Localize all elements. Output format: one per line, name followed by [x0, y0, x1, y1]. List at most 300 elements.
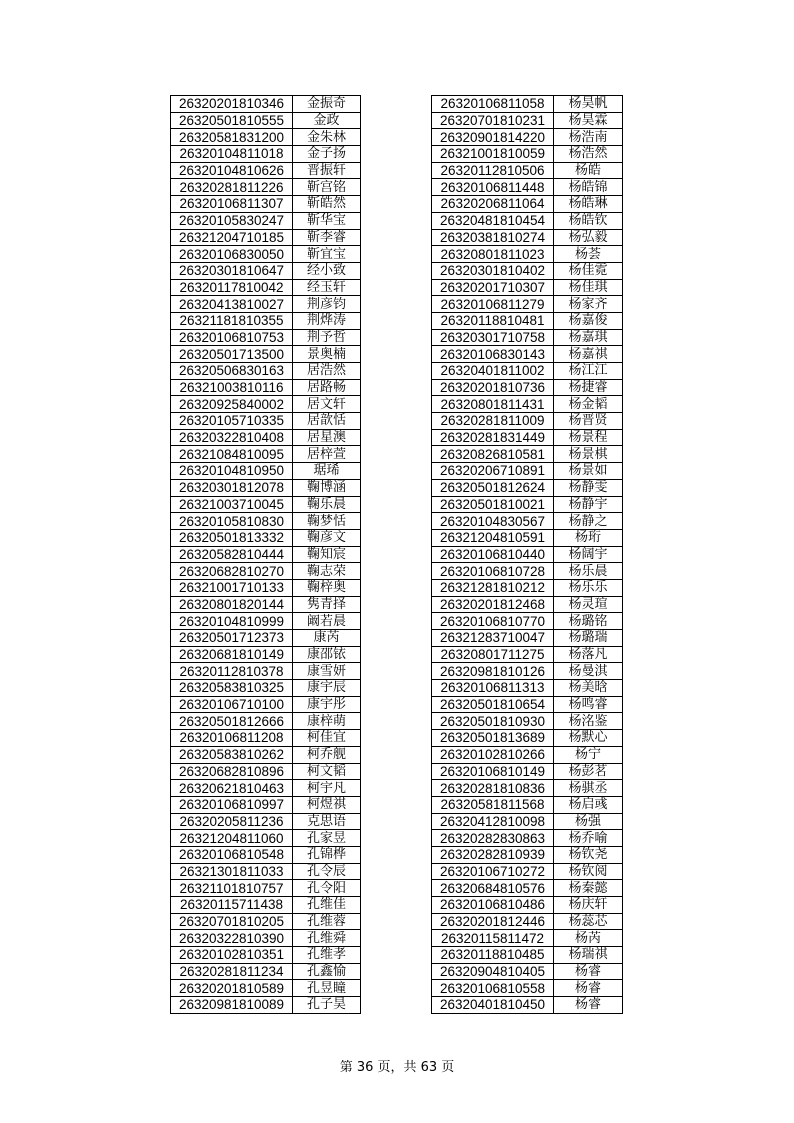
candidate-name-cell: 杨捷睿: [554, 379, 623, 396]
candidate-id-cell: 26321101810757: [171, 880, 293, 897]
candidate-name-cell: 隽青择: [293, 596, 361, 613]
table-row: [432, 529, 623, 546]
table-row: [432, 713, 623, 730]
table-row: [432, 312, 623, 329]
candidate-id-cell: 26320401810450: [432, 997, 554, 1014]
candidate-id-cell: 26320281811009: [432, 413, 554, 430]
candidate-id-cell: 26320104810950: [171, 463, 293, 480]
candidate-id-cell: 26320481810454: [432, 212, 554, 229]
candidate-name-cell: 杨鸣睿: [554, 696, 623, 713]
candidate-name-cell: 柯文韬: [293, 763, 361, 780]
table-row: [171, 947, 361, 964]
candidate-id-cell: 26320501810555: [171, 112, 293, 129]
table-row: [432, 880, 623, 897]
table-row: [432, 279, 623, 296]
table-row: [171, 129, 361, 146]
candidate-name-cell: 杨芮: [554, 930, 623, 947]
candidate-name-cell: 居歆恬: [293, 413, 361, 430]
candidate-name-cell: 琚琋: [293, 463, 361, 480]
table-row: [432, 663, 623, 680]
candidate-id-cell: 26320201812468: [432, 596, 554, 613]
table-row: [171, 830, 361, 847]
table-row: [171, 363, 361, 380]
left-roster-body: [171, 96, 361, 1014]
table-row: [432, 963, 623, 980]
candidate-name-cell: 孔锦桦: [293, 846, 361, 863]
candidate-name-cell: 杨江江: [554, 363, 623, 380]
candidate-name-cell: 杨睿: [554, 963, 623, 980]
candidate-name-cell: 杨秦懿: [554, 880, 623, 897]
candidate-id-cell: 26320201812446: [432, 913, 554, 930]
candidate-id-cell: 26320506830163: [171, 363, 293, 380]
candidate-name-cell: 杨美晗: [554, 680, 623, 697]
candidate-id-cell: 26320105710335: [171, 413, 293, 430]
candidate-id-cell: 26320501810930: [432, 713, 554, 730]
candidate-id-cell: 26320115811472: [432, 930, 554, 947]
table-row: [171, 663, 361, 680]
candidate-id-cell: 26320682810896: [171, 763, 293, 780]
candidate-name-cell: 居文轩: [293, 396, 361, 413]
candidate-name-cell: 柯佳宜: [293, 730, 361, 747]
table-row: [171, 463, 361, 480]
candidate-name-cell: 荆彦钧: [293, 296, 361, 313]
candidate-id-cell: 26320501813332: [171, 529, 293, 546]
table-row: [432, 796, 623, 813]
candidate-name-cell: 居星澳: [293, 429, 361, 446]
table-row: [171, 713, 361, 730]
candidate-id-cell: 26320106810728: [432, 563, 554, 580]
table-row: [432, 479, 623, 496]
page-footer: 第 36 页，共 63 页: [339, 1060, 455, 1075]
table-row: [171, 312, 361, 329]
table-row: [171, 596, 361, 613]
candidate-id-cell: 26320118810481: [432, 312, 554, 329]
candidate-name-cell: 鞠彦文: [293, 529, 361, 546]
candidate-id-cell: 26320106810486: [432, 897, 554, 914]
candidate-name-cell: 阚若晨: [293, 613, 361, 630]
table-row: [432, 830, 623, 847]
table-row: [171, 963, 361, 980]
candidate-name-cell: 杨嘉俊: [554, 312, 623, 329]
candidate-name-cell: 柯乔舰: [293, 746, 361, 763]
candidate-name-cell: 杨灵瑄: [554, 596, 623, 613]
table-row: [432, 546, 623, 563]
candidate-name-cell: 孔维舜: [293, 930, 361, 947]
table-row: [432, 363, 623, 380]
table-row: [432, 763, 623, 780]
candidate-id-cell: 26320501812624: [432, 479, 554, 496]
candidate-id-cell: 26320201810736: [432, 379, 554, 396]
candidate-id-cell: 26320105810830: [171, 513, 293, 530]
table-row: [171, 429, 361, 446]
candidate-id-cell: 26320282830863: [432, 830, 554, 847]
candidate-id-cell: 26320102810266: [432, 746, 554, 763]
table-row: [171, 980, 361, 997]
table-row: [171, 513, 361, 530]
table-row: [432, 162, 623, 179]
candidate-name-cell: 杨洺鉴: [554, 713, 623, 730]
candidate-name-cell: 靳华宝: [293, 212, 361, 229]
candidate-id-cell: 26320201710307: [432, 279, 554, 296]
candidate-name-cell: 杨钦尧: [554, 846, 623, 863]
table-row: [171, 529, 361, 546]
table-row: [171, 262, 361, 279]
candidate-name-cell: 金振奇: [293, 96, 361, 113]
candidate-name-cell: 杨彭茗: [554, 763, 623, 780]
candidate-name-cell: 金子扬: [293, 146, 361, 163]
table-row: [432, 196, 623, 213]
candidate-name-cell: 杨景程: [554, 429, 623, 446]
table-row: [171, 613, 361, 630]
table-row: [171, 930, 361, 947]
table-row: [432, 379, 623, 396]
table-row: [171, 396, 361, 413]
candidate-name-cell: 康宇彤: [293, 696, 361, 713]
candidate-id-cell: 26320826810581: [432, 446, 554, 463]
candidate-id-cell: 26320901814220: [432, 129, 554, 146]
table-row: [171, 229, 361, 246]
candidate-id-cell: 26321181810355: [171, 312, 293, 329]
table-row: [432, 980, 623, 997]
table-row: [432, 112, 623, 129]
candidate-id-cell: 26320801820144: [171, 596, 293, 613]
candidate-name-cell: 杨佳琪: [554, 279, 623, 296]
candidate-name-cell: 景奥楠: [293, 346, 361, 363]
candidate-name-cell: 杨景棋: [554, 446, 623, 463]
candidate-id-cell: 26320581831200: [171, 129, 293, 146]
candidate-id-cell: 26320381810274: [432, 229, 554, 246]
candidate-id-cell: 26320801711275: [432, 646, 554, 663]
table-row: [171, 763, 361, 780]
candidate-id-cell: 26320322810390: [171, 930, 293, 947]
table-row: [432, 329, 623, 346]
candidate-name-cell: 鞠志荣: [293, 563, 361, 580]
table-row: [432, 579, 623, 596]
candidate-id-cell: 26320106811448: [432, 179, 554, 196]
candidate-name-cell: 杨皓钦: [554, 212, 623, 229]
candidate-id-cell: 26320117810042: [171, 279, 293, 296]
candidate-id-cell: 26320281810836: [432, 780, 554, 797]
candidate-name-cell: 杨睿: [554, 997, 623, 1014]
candidate-id-cell: 26320412810098: [432, 813, 554, 830]
candidate-id-cell: 26320104810999: [171, 613, 293, 630]
candidate-name-cell: 鞠知宸: [293, 546, 361, 563]
candidate-name-cell: 杨钦阅: [554, 863, 623, 880]
candidate-name-cell: 杨静宇: [554, 496, 623, 513]
candidate-name-cell: 经小致: [293, 262, 361, 279]
candidate-id-cell: 26320206811064: [432, 196, 554, 213]
candidate-name-cell: 杨阔宇: [554, 546, 623, 563]
candidate-name-cell: 康芮: [293, 630, 361, 647]
candidate-id-cell: 26320301812078: [171, 479, 293, 496]
candidate-id-cell: 26320701810205: [171, 913, 293, 930]
candidate-id-cell: 26320501810021: [432, 496, 554, 513]
candidate-name-cell: 杨景如: [554, 463, 623, 480]
table-row: [171, 846, 361, 863]
candidate-name-cell: 孔家昱: [293, 830, 361, 847]
table-row: [432, 429, 623, 446]
candidate-id-cell: 26320621810463: [171, 780, 293, 797]
candidate-id-cell: 26320904810405: [432, 963, 554, 980]
candidate-name-cell: 杨珩: [554, 529, 623, 546]
table-row: [432, 246, 623, 263]
candidate-name-cell: 康梓萌: [293, 713, 361, 730]
candidate-id-cell: 26321084810095: [171, 446, 293, 463]
candidate-id-cell: 26321204811060: [171, 830, 293, 847]
candidate-id-cell: 26320925840002: [171, 396, 293, 413]
candidate-id-cell: 26320106811307: [171, 196, 293, 213]
candidate-name-cell: 鞠梓奥: [293, 579, 361, 596]
candidate-name-cell: 晋振轩: [293, 162, 361, 179]
candidate-name-cell: 杨乔喻: [554, 830, 623, 847]
candidate-id-cell: 26320981810126: [432, 663, 554, 680]
table-row: [432, 913, 623, 930]
table-row: [171, 696, 361, 713]
candidate-name-cell: 杨蕊芯: [554, 913, 623, 930]
candidate-name-cell: 杨宁: [554, 746, 623, 763]
candidate-id-cell: 26320112810506: [432, 162, 554, 179]
candidate-id-cell: 26320282810939: [432, 846, 554, 863]
candidate-name-cell: 金朱林: [293, 129, 361, 146]
candidate-id-cell: 26320281831449: [432, 429, 554, 446]
candidate-id-cell: 26320281811226: [171, 179, 293, 196]
table-row: [171, 179, 361, 196]
candidate-id-cell: 26321281810212: [432, 579, 554, 596]
candidate-name-cell: 居路畅: [293, 379, 361, 396]
candidate-id-cell: 26320981810089: [171, 997, 293, 1014]
candidate-name-cell: 杨皓锦: [554, 179, 623, 196]
table-row: [171, 746, 361, 763]
candidate-id-cell: 26320118810485: [432, 947, 554, 964]
table-row: [432, 613, 623, 630]
table-row: [432, 863, 623, 880]
table-row: [432, 346, 623, 363]
candidate-id-cell: 26320201810346: [171, 96, 293, 113]
table-row: [171, 296, 361, 313]
candidate-name-cell: 克思语: [293, 813, 361, 830]
candidate-id-cell: 26320801811023: [432, 246, 554, 263]
candidate-name-cell: 杨启彧: [554, 796, 623, 813]
candidate-id-cell: 26320501713500: [171, 346, 293, 363]
candidate-id-cell: 26320322810408: [171, 429, 293, 446]
candidate-id-cell: 26320401811002: [432, 363, 554, 380]
table-row: [171, 112, 361, 129]
candidate-name-cell: 靳李睿: [293, 229, 361, 246]
table-row: [432, 696, 623, 713]
table-row: [171, 196, 361, 213]
candidate-name-cell: 杨庆轩: [554, 897, 623, 914]
table-row: [171, 579, 361, 596]
table-row: [432, 563, 623, 580]
candidate-id-cell: 26320106811279: [432, 296, 554, 313]
candidate-id-cell: 26320106810753: [171, 329, 293, 346]
table-row: [171, 246, 361, 263]
candidate-name-cell: 荆烨涛: [293, 312, 361, 329]
candidate-id-cell: 26321301811033: [171, 863, 293, 880]
candidate-id-cell: 26320106710272: [432, 863, 554, 880]
candidate-id-cell: 26320301810402: [432, 262, 554, 279]
candidate-name-cell: 居梓萱: [293, 446, 361, 463]
candidate-name-cell: 杨落凡: [554, 646, 623, 663]
table-row: [432, 780, 623, 797]
candidate-id-cell: 26320104810626: [171, 162, 293, 179]
table-row: [171, 496, 361, 513]
candidate-id-cell: 26320501812666: [171, 713, 293, 730]
table-row: [432, 296, 623, 313]
candidate-name-cell: 杨家齐: [554, 296, 623, 313]
table-row: [432, 997, 623, 1014]
candidate-id-cell: 26321001810059: [432, 146, 554, 163]
candidate-name-cell: 孔昱瞳: [293, 980, 361, 997]
candidate-id-cell: 26321003710045: [171, 496, 293, 513]
candidate-name-cell: 孔维孝: [293, 947, 361, 964]
candidate-id-cell: 26320115711438: [171, 897, 293, 914]
candidate-id-cell: 26320681810149: [171, 646, 293, 663]
candidate-name-cell: 孔维佳: [293, 897, 361, 914]
table-row: [171, 730, 361, 747]
table-row: [171, 630, 361, 647]
candidate-name-cell: 杨曼淇: [554, 663, 623, 680]
candidate-name-cell: 杨瑞祺: [554, 947, 623, 964]
candidate-name-cell: 杨皓琳: [554, 196, 623, 213]
candidate-id-cell: 26320104811018: [171, 146, 293, 163]
table-row: [171, 863, 361, 880]
candidate-id-cell: 26320106811058: [432, 96, 554, 113]
candidate-id-cell: 26320205811236: [171, 813, 293, 830]
candidate-name-cell: 孔子昊: [293, 997, 361, 1014]
right-roster-table: [431, 95, 623, 1014]
table-row: [171, 379, 361, 396]
candidate-name-cell: 孔鑫愉: [293, 963, 361, 980]
candidate-id-cell: 26320583810262: [171, 746, 293, 763]
candidate-name-cell: 鞠乐晨: [293, 496, 361, 513]
candidate-id-cell: 26320106810440: [432, 546, 554, 563]
candidate-name-cell: 杨荟: [554, 246, 623, 263]
table-row: [171, 346, 361, 363]
table-row: [432, 680, 623, 697]
table-row: [432, 96, 623, 113]
candidate-id-cell: 26320501810654: [432, 696, 554, 713]
table-row: [432, 646, 623, 663]
candidate-id-cell: 26320801811431: [432, 396, 554, 413]
table-row: [432, 396, 623, 413]
candidate-id-cell: 26320206710891: [432, 463, 554, 480]
candidate-id-cell: 26321204810591: [432, 529, 554, 546]
candidate-id-cell: 26320701810231: [432, 112, 554, 129]
candidate-name-cell: 柯宇凡: [293, 780, 361, 797]
candidate-id-cell: 26321283710047: [432, 630, 554, 647]
table-row: [171, 479, 361, 496]
table-row: [171, 880, 361, 897]
table-row: [432, 496, 623, 513]
candidate-name-cell: 杨强: [554, 813, 623, 830]
table-row: [432, 463, 623, 480]
candidate-name-cell: 经玉轩: [293, 279, 361, 296]
table-row: [171, 813, 361, 830]
candidate-name-cell: 杨乐晨: [554, 563, 623, 580]
candidate-id-cell: 26320112810378: [171, 663, 293, 680]
candidate-name-cell: 杨昊霖: [554, 112, 623, 129]
candidate-id-cell: 26320106830143: [432, 346, 554, 363]
candidate-name-cell: 康邵铱: [293, 646, 361, 663]
candidate-name-cell: 杨金韬: [554, 396, 623, 413]
candidate-name-cell: 杨璐铭: [554, 613, 623, 630]
table-row: [432, 897, 623, 914]
candidate-id-cell: 26320301710758: [432, 329, 554, 346]
candidate-name-cell: 杨骐丞: [554, 780, 623, 797]
candidate-name-cell: 杨昊帆: [554, 96, 623, 113]
candidate-id-cell: 26320102810351: [171, 947, 293, 964]
table-row: [432, 930, 623, 947]
candidate-name-cell: 杨睿: [554, 980, 623, 997]
table-row: [171, 997, 361, 1014]
candidate-id-cell: 26320581811568: [432, 796, 554, 813]
candidate-name-cell: 康雪妍: [293, 663, 361, 680]
candidate-name-cell: 居浩然: [293, 363, 361, 380]
candidate-name-cell: 柯煜祺: [293, 796, 361, 813]
table-row: [171, 563, 361, 580]
candidate-name-cell: 杨浩南: [554, 129, 623, 146]
candidate-name-cell: 孔令阳: [293, 880, 361, 897]
candidate-id-cell: 26320106811313: [432, 680, 554, 697]
candidate-id-cell: 26320106810770: [432, 613, 554, 630]
candidate-name-cell: 杨嘉祺: [554, 346, 623, 363]
table-row: [432, 413, 623, 430]
table-row: [171, 680, 361, 697]
table-row: [432, 229, 623, 246]
candidate-name-cell: 杨佳霓: [554, 262, 623, 279]
table-row: [432, 146, 623, 163]
candidate-name-cell: 杨璐瑞: [554, 630, 623, 647]
table-row: [171, 162, 361, 179]
table-row: [432, 947, 623, 964]
table-row: [432, 179, 623, 196]
candidate-id-cell: 26320582810444: [171, 546, 293, 563]
candidate-id-cell: 26320104830567: [432, 513, 554, 530]
candidate-name-cell: 孔维蓉: [293, 913, 361, 930]
candidate-name-cell: 杨乐乐: [554, 579, 623, 596]
table-row: [432, 746, 623, 763]
table-row: [432, 446, 623, 463]
table-row: [171, 279, 361, 296]
candidate-name-cell: 杨嘉琪: [554, 329, 623, 346]
candidate-id-cell: 26320413810027: [171, 296, 293, 313]
left-roster-table: [170, 95, 361, 1014]
candidate-id-cell: 26320501712373: [171, 630, 293, 647]
table-row: [432, 262, 623, 279]
candidate-name-cell: 鞠梦恬: [293, 513, 361, 530]
candidate-id-cell: 26320106810997: [171, 796, 293, 813]
candidate-id-cell: 26320583810325: [171, 680, 293, 697]
candidate-id-cell: 26320106830050: [171, 246, 293, 263]
table-row: [432, 513, 623, 530]
table-row: [171, 212, 361, 229]
table-row: [432, 813, 623, 830]
table-row: [171, 546, 361, 563]
candidate-id-cell: 26320106810558: [432, 980, 554, 997]
candidate-name-cell: 杨静之: [554, 513, 623, 530]
candidate-name-cell: 杨晋贤: [554, 413, 623, 430]
table-row: [432, 596, 623, 613]
table-row: [432, 846, 623, 863]
table-row: [432, 630, 623, 647]
candidate-id-cell: 26320106811208: [171, 730, 293, 747]
table-row: [432, 129, 623, 146]
table-row: [171, 96, 361, 113]
table-row: [171, 796, 361, 813]
candidate-name-cell: 靳皓然: [293, 196, 361, 213]
table-row: [171, 913, 361, 930]
